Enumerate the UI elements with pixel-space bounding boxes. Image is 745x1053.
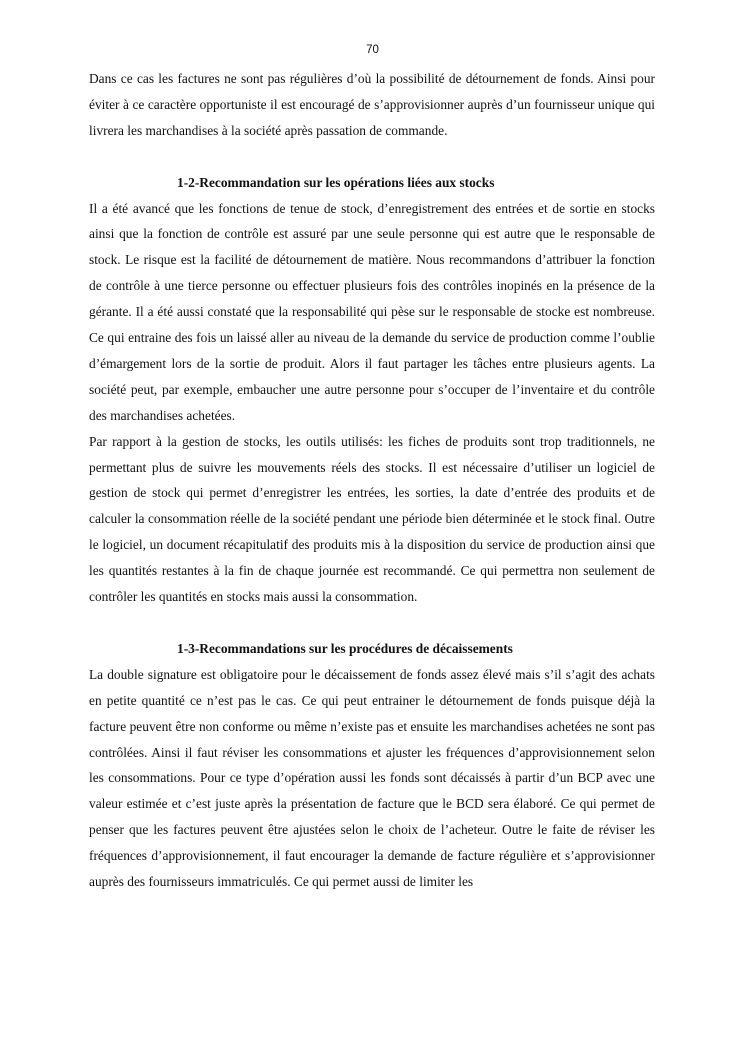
document-body (89, 66, 655, 895)
paragraph-spacer (89, 144, 655, 170)
disbursements-paragraph-1: La double signature est obligatoire pour le décaissement de fonds assez élevé mais s’il s’agit des achats en petite quantité ce n’est pas le cas. Ce qui peut entrainer le détournement de fonds puisque déjà la facture peuvent être non conforme ou même n’existe pas et ensuite les marchandises achetées ne sont pas contrôlées. Ainsi il faut réviser les consommations et ajuster les fréquences d’approvisionnement selon les consommations. Pour ce type d’opération aussi les fonds sont décaissés à partir d’un BCP avec une valeur estimée et c’est juste après la présentation de facture que le BCD sera élaboré. Ce qui permet de penser que les factures peuvent être ajustées selon le choix de l’acheteur. Outre le faite de réviser les fréquences d’approvisionnement, il faut encourager la demande de facture régulière et s’approvisionner auprès des fournisseurs immatriculés. Ce qui permet aussi de limiter les (89, 666, 655, 890)
stocks-paragraph-1: Il a été avancé que les fonctions de tenue de stock, d’enregistrement des entrées et de sortie en stocks ainsi que la fonction de contrôle est assuré par une seule personne qui est autre que le responsable de stock. Le risque est la facilité de détournement de matière. Nous recommandons d’attribuer la fonction de contrôle à une tierce personne ou effectuer plusieurs fois des contrôles inopinés en la présence de la gérante. Il a été aussi constaté que la responsabilité qui pèse sur le responsable de stocke est nombreuse. Ce qui entraine des fois un laissé aller au niveau de la demande du service de production comme l’oublie d’émargement lors de la sortie de produit. Alors il faut partager les tâches entre plusieurs agents. La société peut, par exemple, embaucher une autre personne pour s’occuper de l’inventaire et du contrôle des marchandises achetées. (89, 200, 655, 423)
section-heading-stocks: 1-2-Recommandation sur les opérations liées aux stocks (177, 174, 495, 190)
section-heading-disbursements: 1-3-Recommandations sur les procédures de décaissements (177, 640, 513, 656)
intro-paragraph: Dans ce cas les factures ne sont pas régulières d’où la possibilité de détournement de fonds. Ainsi pour éviter à ce caractère opportuniste il est encouragé de s’approvisionner auprès d’un fournisseur unique qui livrera les marchandises à la société après passation de commande. (89, 71, 655, 138)
page-number: 70 (366, 44, 379, 56)
paragraph-spacer (89, 610, 655, 636)
stocks-paragraph-2: Par rapport à la gestion de stocks, les outils utilisés: les fiches de produits sont trop traditionnels, ne permettant plus de suivre les mouvements réels des stocks. Il est nécessaire d’utiliser un logiciel de gestion de stock qui permet d’enregistrer les entrées, les sorties, la date d’entrée des produits et de calculer la consommation réelle de la société pendant une période bien déterminée et le stock final. Outre le logiciel, un document récapitulatif des produits mis à la disposition du service de production ainsi que les quantités restantes à la fin de chaque journée est recommandé. Ce qui permettra non seulement de contrôler les quantités en stocks mais aussi la consommation. (89, 433, 655, 605)
